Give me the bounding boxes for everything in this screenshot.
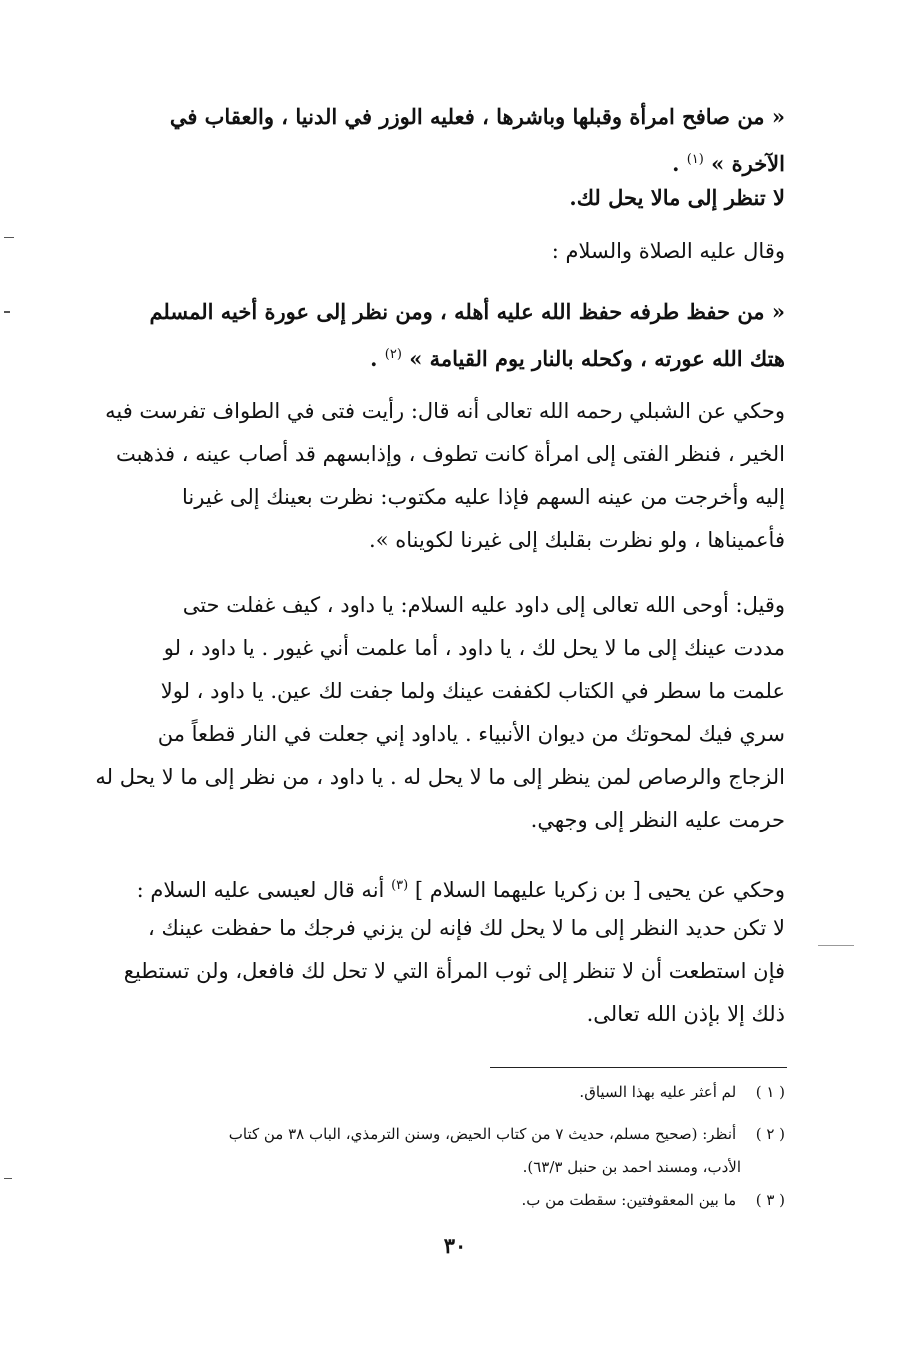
scan-speck bbox=[4, 311, 10, 313]
paragraph-yahya bbox=[85, 864, 785, 1036]
paragraph-line: وحكي عن الشبلي رحمه الله تعالى أنه قال: رأيت فتى في الطواف تفرست فيه bbox=[105, 399, 785, 423]
quote-2-line-2 bbox=[85, 333, 785, 376]
paragraph-line: ذلك إلا بإذن الله تعالى. bbox=[586, 1002, 785, 1026]
quote-2-tail: . bbox=[370, 346, 378, 371]
section-heading-text: لا تنظر إلى مالا يحل لك. bbox=[569, 185, 785, 210]
footnote-number: ( ١ ) bbox=[755, 1083, 785, 1101]
footnote-text: الأدب، ومسند احمد بن حنبل ٦٣/٣). bbox=[522, 1158, 741, 1176]
quote-1-tail: . bbox=[672, 151, 680, 176]
scan-speck bbox=[4, 237, 14, 238]
yahya-line-start: وحكي عن يحيى [ بن زكريا عليهما السلام ] bbox=[414, 878, 785, 902]
paragraph-line bbox=[85, 864, 785, 907]
paragraph-shibli bbox=[85, 390, 785, 562]
footnote-ref-2: (٢) bbox=[384, 347, 402, 362]
scan-speck bbox=[4, 1178, 12, 1179]
quote-1-line-1: « من صافح امرأة وقبلها وباشرها ، فعليه الوزر في الدنيا ، والعقاب في bbox=[169, 104, 785, 129]
footnote-2-continuation bbox=[85, 1153, 741, 1182]
paragraph-line: وقيل: أوحى الله تعالى إلى داود عليه السلام: يا داود ، كيف غفلت حتى bbox=[182, 593, 785, 617]
intro-text bbox=[85, 230, 785, 273]
footnote-text: لم أعثر عليه بهذا السياق. bbox=[579, 1083, 737, 1101]
footnote-separator bbox=[490, 1067, 787, 1068]
paragraph-line: إليه وأخرجت من عينه السهم فإذا عليه مكتوب: نظرت بعينك إلى غيرنا bbox=[182, 485, 785, 509]
page-number: ٣٠ bbox=[443, 1233, 467, 1258]
scan-speck bbox=[818, 945, 854, 946]
hadith-quote-1 bbox=[85, 95, 785, 181]
paragraph-dawud bbox=[85, 584, 785, 842]
paragraph-line: لا تكن حديد النظر إلى ما لا يحل لك فإنه لن يزني فرجك ما حفظت عينك ، bbox=[147, 916, 785, 940]
quote-2-line-1: « من حفظ طرفه حفظ الله عليه أهله ، ومن نظر إلى عورة أخيه المسلم bbox=[149, 299, 785, 324]
footnote-ref-3: (٣) bbox=[391, 878, 409, 893]
paragraph-line: الزجاج والرصاص لمن ينظر إلى ما لا يحل له . يا داود ، من نظر إلى ما لا يحل له bbox=[95, 765, 785, 789]
paragraph-line: حرمت عليه النظر إلى وجهي. bbox=[530, 808, 785, 832]
quote-1-line-2-text: الآخرة » bbox=[711, 151, 785, 176]
paragraph-line: فإن استطعت أن لا تنظر إلى ثوب المرأة التي لا تحل لك فافعل، ولن تستطيع bbox=[123, 959, 785, 983]
hadith-quote-2 bbox=[85, 290, 785, 376]
footnote-2 bbox=[85, 1120, 785, 1149]
footnote-ref-1: (١) bbox=[686, 152, 704, 167]
quote-2-line-2-text: هتك الله عورته ، وكحله بالنار يوم القيامة » bbox=[409, 346, 785, 371]
footnote-text: أنظر: (صحيح مسلم، حديث ٧ من كتاب الحيض، وسنن الترمذي، الباب ٣٨ من كتاب bbox=[228, 1125, 737, 1143]
paragraph-line: الخير ، فنظر الفتى إلى امرأة كانت تطوف ، وإذابسهم قد أصاب عينه ، فذهبت bbox=[115, 442, 785, 466]
footnote-number: ( ٣ ) bbox=[755, 1191, 785, 1209]
footnote-text: ما بين المعقوفتين: سقطت من ب. bbox=[521, 1191, 737, 1209]
paragraph-line: سري فيك لمحوتك من ديوان الأنبياء . ياداود إني جعلت في النار قطعاً من bbox=[157, 722, 785, 746]
section-heading bbox=[85, 176, 785, 219]
footnote-3 bbox=[85, 1186, 785, 1215]
yahya-line-end: أنه قال لعيسى عليه السلام : bbox=[136, 878, 385, 902]
quote-1-line-2 bbox=[85, 138, 785, 181]
paragraph-line: مددت عينك إلى ما لا يحل لك ، يا داود ، أما علمت أني غيور . يا داود ، لو bbox=[163, 636, 785, 660]
paragraph-line: فأعميناها ، ولو نظرت بقلبك إلى غيرنا لكويناه ». bbox=[369, 528, 785, 552]
footnote-1 bbox=[85, 1078, 785, 1107]
paragraph-line: علمت ما سطر في الكتاب لكففت عينك ولما جفت لك عين. يا داود ، لولا bbox=[160, 679, 785, 703]
footnote-number: ( ٢ ) bbox=[755, 1125, 785, 1143]
intro-line: وقال عليه الصلاة والسلام : bbox=[551, 239, 785, 263]
